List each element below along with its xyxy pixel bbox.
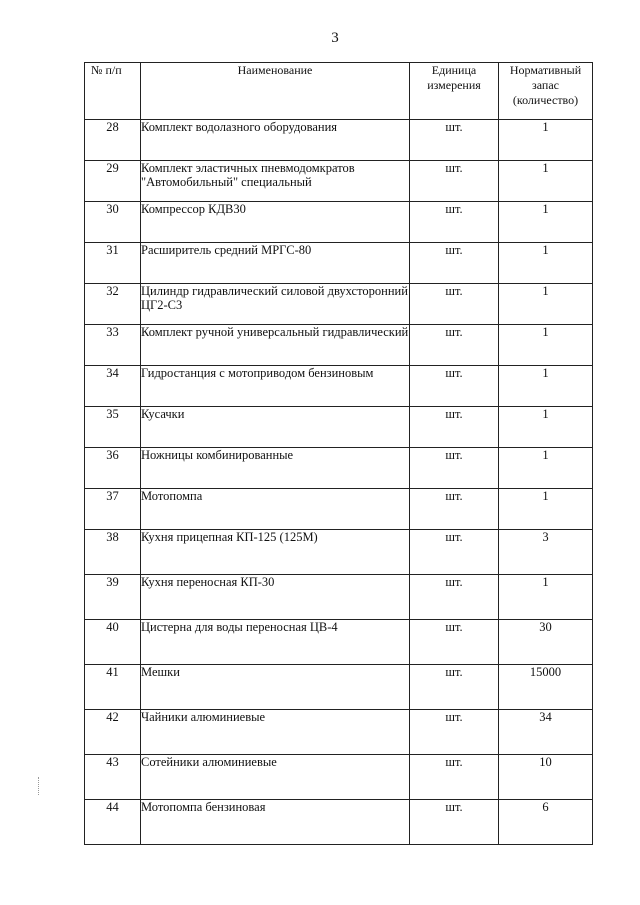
row-name: Мешки [141, 665, 410, 710]
header-unit-line1: Единица [431, 63, 477, 77]
row-unit: шт. [410, 120, 499, 161]
row-name: Комплект водолазного оборудования [141, 120, 410, 161]
row-quantity: 6 [499, 800, 593, 845]
row-name: Мотопомпа бензиновая [141, 800, 410, 845]
row-quantity: 34 [499, 710, 593, 755]
row-unit: шт. [410, 202, 499, 243]
row-name: Ножницы комбинированные [141, 448, 410, 489]
row-unit: шт. [410, 800, 499, 845]
header-qty-line2: запас [532, 78, 559, 92]
margin-mark [38, 777, 41, 795]
header-qty-line1: Нормативный [509, 63, 582, 77]
row-name: Кухня переносная КП-30 [141, 575, 410, 620]
row-unit: шт. [410, 325, 499, 366]
table-row [85, 284, 593, 325]
row-number: 40 [85, 620, 141, 665]
row-quantity: 1 [499, 325, 593, 366]
row-name: Цилиндр гидравлический силовой двухсторонний ЦГ2-С3 [141, 284, 410, 325]
row-quantity: 1 [499, 489, 593, 530]
table-row [85, 407, 593, 448]
table-row [85, 665, 593, 710]
row-number: 37 [85, 489, 141, 530]
stock-table [84, 62, 593, 845]
row-unit: шт. [410, 366, 499, 407]
table-row [85, 325, 593, 366]
row-number: 33 [85, 325, 141, 366]
header-name: Наименование [141, 63, 410, 120]
page-number: 3 [331, 30, 339, 46]
row-unit: шт. [410, 448, 499, 489]
row-unit: шт. [410, 620, 499, 665]
row-number: 41 [85, 665, 141, 710]
table-row [85, 120, 593, 161]
row-quantity: 1 [499, 120, 593, 161]
row-number: 39 [85, 575, 141, 620]
row-number: 44 [85, 800, 141, 845]
header-quantity [499, 63, 593, 120]
row-unit: шт. [410, 665, 499, 710]
row-name: Комплект ручной универсальный гидравлический [141, 325, 410, 366]
row-quantity: 1 [499, 575, 593, 620]
row-unit: шт. [410, 489, 499, 530]
row-quantity: 1 [499, 243, 593, 284]
table-row [85, 202, 593, 243]
table-row [85, 530, 593, 575]
table-row [85, 161, 593, 202]
row-name: Цистерна для воды переносная ЦВ-4 [141, 620, 410, 665]
row-number: 34 [85, 366, 141, 407]
row-number: 36 [85, 448, 141, 489]
row-unit: шт. [410, 530, 499, 575]
row-number: 29 [85, 161, 141, 202]
row-number: 42 [85, 710, 141, 755]
row-name: Кухня прицепная КП-125 (125М) [141, 530, 410, 575]
row-quantity: 1 [499, 284, 593, 325]
table-row [85, 620, 593, 665]
table-row [85, 575, 593, 620]
table-row [85, 366, 593, 407]
row-number: 43 [85, 755, 141, 800]
row-unit: шт. [410, 755, 499, 800]
row-name: Мотопомпа [141, 489, 410, 530]
row-quantity: 1 [499, 407, 593, 448]
row-unit: шт. [410, 243, 499, 284]
row-name: Комплект эластичных пневмодомкратов "Автомобильный" специальный [141, 161, 410, 202]
row-quantity: 1 [499, 366, 593, 407]
table-row [85, 755, 593, 800]
row-number: 32 [85, 284, 141, 325]
row-quantity: 1 [499, 448, 593, 489]
row-unit: шт. [410, 284, 499, 325]
row-name: Кусачки [141, 407, 410, 448]
table-row [85, 710, 593, 755]
row-name: Чайники алюминиевые [141, 710, 410, 755]
table-row [85, 243, 593, 284]
row-name: Расширитель средний МРГС-80 [141, 243, 410, 284]
row-name: Компрессор КДВ30 [141, 202, 410, 243]
row-number: 31 [85, 243, 141, 284]
table-header-row [85, 63, 593, 120]
row-unit: шт. [410, 161, 499, 202]
row-quantity: 1 [499, 161, 593, 202]
row-name: Сотейники алюминиевые [141, 755, 410, 800]
header-unit [410, 63, 499, 120]
row-unit: шт. [410, 407, 499, 448]
row-quantity: 10 [499, 755, 593, 800]
row-number: 35 [85, 407, 141, 448]
header-qty-line3: (количество) [512, 93, 579, 107]
table-row [85, 489, 593, 530]
table-row [85, 448, 593, 489]
row-number: 28 [85, 120, 141, 161]
row-quantity: 15000 [499, 665, 593, 710]
header-number: № п/п [85, 63, 141, 120]
table-body [85, 120, 593, 845]
row-number: 38 [85, 530, 141, 575]
row-quantity: 1 [499, 202, 593, 243]
row-number: 30 [85, 202, 141, 243]
row-unit: шт. [410, 710, 499, 755]
header-unit-line2: измерения [427, 78, 481, 92]
row-quantity: 30 [499, 620, 593, 665]
row-name: Гидростанция с мотоприводом бензиновым [141, 366, 410, 407]
row-unit: шт. [410, 575, 499, 620]
row-quantity: 3 [499, 530, 593, 575]
table-row [85, 800, 593, 845]
